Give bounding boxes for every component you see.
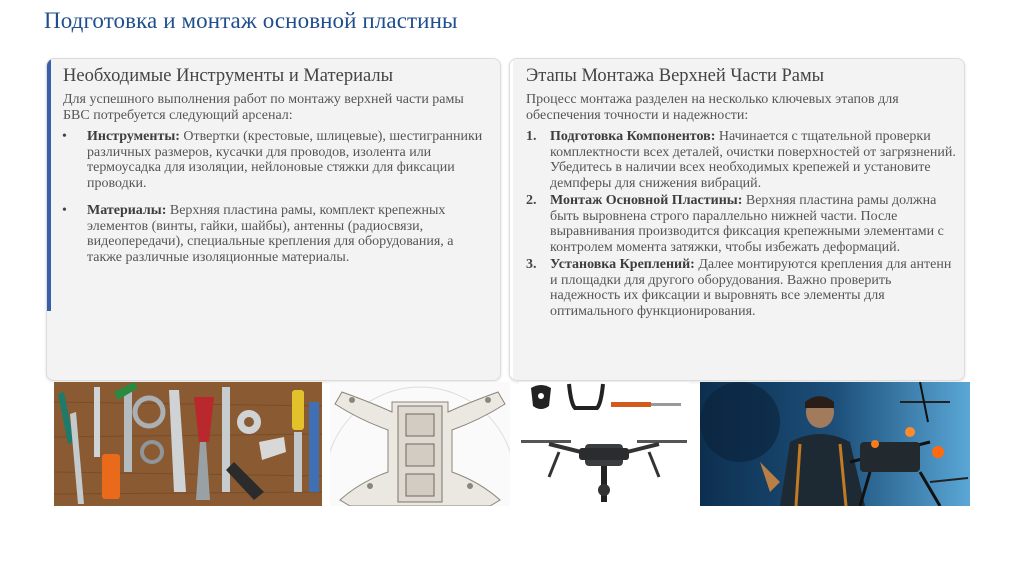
materials-text: Верхняя пластина рамы, комплект крепежных элементов (винты, гайки, шайбы), антенны (радиосвязи, видеопередачи), специальные крепления для оборудования, а также различные изоляционные материалы. [87, 203, 454, 265]
technician-drone-photo [700, 382, 970, 506]
list-item [61, 129, 489, 191]
tools-photo [54, 382, 322, 506]
assembly-steps-card [509, 58, 965, 381]
steps-list [524, 129, 956, 321]
tools-text: Отвертки (крестовые, шлицевые), шестигранники различных размеров, кусачки для проводов, изолента или термоусадка для изоляции, нейлоновые стяжки для фиксации проводки. [87, 129, 483, 191]
step-number: 2. [526, 193, 537, 208]
list-item [524, 129, 956, 191]
list-item [524, 257, 956, 319]
step-text: Далее монтируются крепления для антенн и площадки для другого оборудования. Важно проверить надежность их фиксации и выровнять все элементы для оптимального функционирования. [550, 257, 952, 319]
drone-mounts-photo [519, 382, 689, 506]
list-item [61, 203, 489, 265]
tools-list [61, 129, 489, 277]
tools-card-intro: Для успешного выполнения работ по монтажу верхней части рамы БВС потребуется следующий арсенал: [63, 92, 464, 123]
step-term: Установка Креплений: [550, 257, 695, 272]
steps-card-title: Этапы Монтажа Верхней Части Рамы [526, 66, 825, 86]
list-item [524, 193, 956, 255]
step-number: 3. [526, 257, 537, 272]
step-term: Подготовка Компонентов: [550, 129, 716, 144]
step-number: 1. [526, 129, 537, 144]
page-title: Подготовка и монтаж основной пластины [44, 8, 458, 33]
step-text: Верхняя пластина рамы должна быть выровнена строго параллельно нижней части. После выравнивания производится фиксация крепежными элементами с контролем момента затяжки, чтобы избежать деформаций. [550, 193, 944, 255]
frame-plate-photo [330, 382, 510, 506]
step-term: Монтаж Основной Пластины: [550, 193, 743, 208]
tools-materials-card [46, 58, 501, 381]
materials-term: Материалы: [87, 203, 167, 218]
tools-term: Инструменты: [87, 129, 180, 144]
step-text: Начинается с тщательной проверки комплектности всех деталей, очистки поверхностей от загрязнений. Убедитесь в наличии всех необходимых крепежей и установите демпферы для снижения вибраций. [550, 129, 956, 191]
steps-card-intro: Процесс монтажа разделен на несколько ключевых этапов для обеспечения точности и надежности: [526, 92, 899, 123]
tools-card-title: Необходимые Инструменты и Материалы [63, 66, 394, 86]
